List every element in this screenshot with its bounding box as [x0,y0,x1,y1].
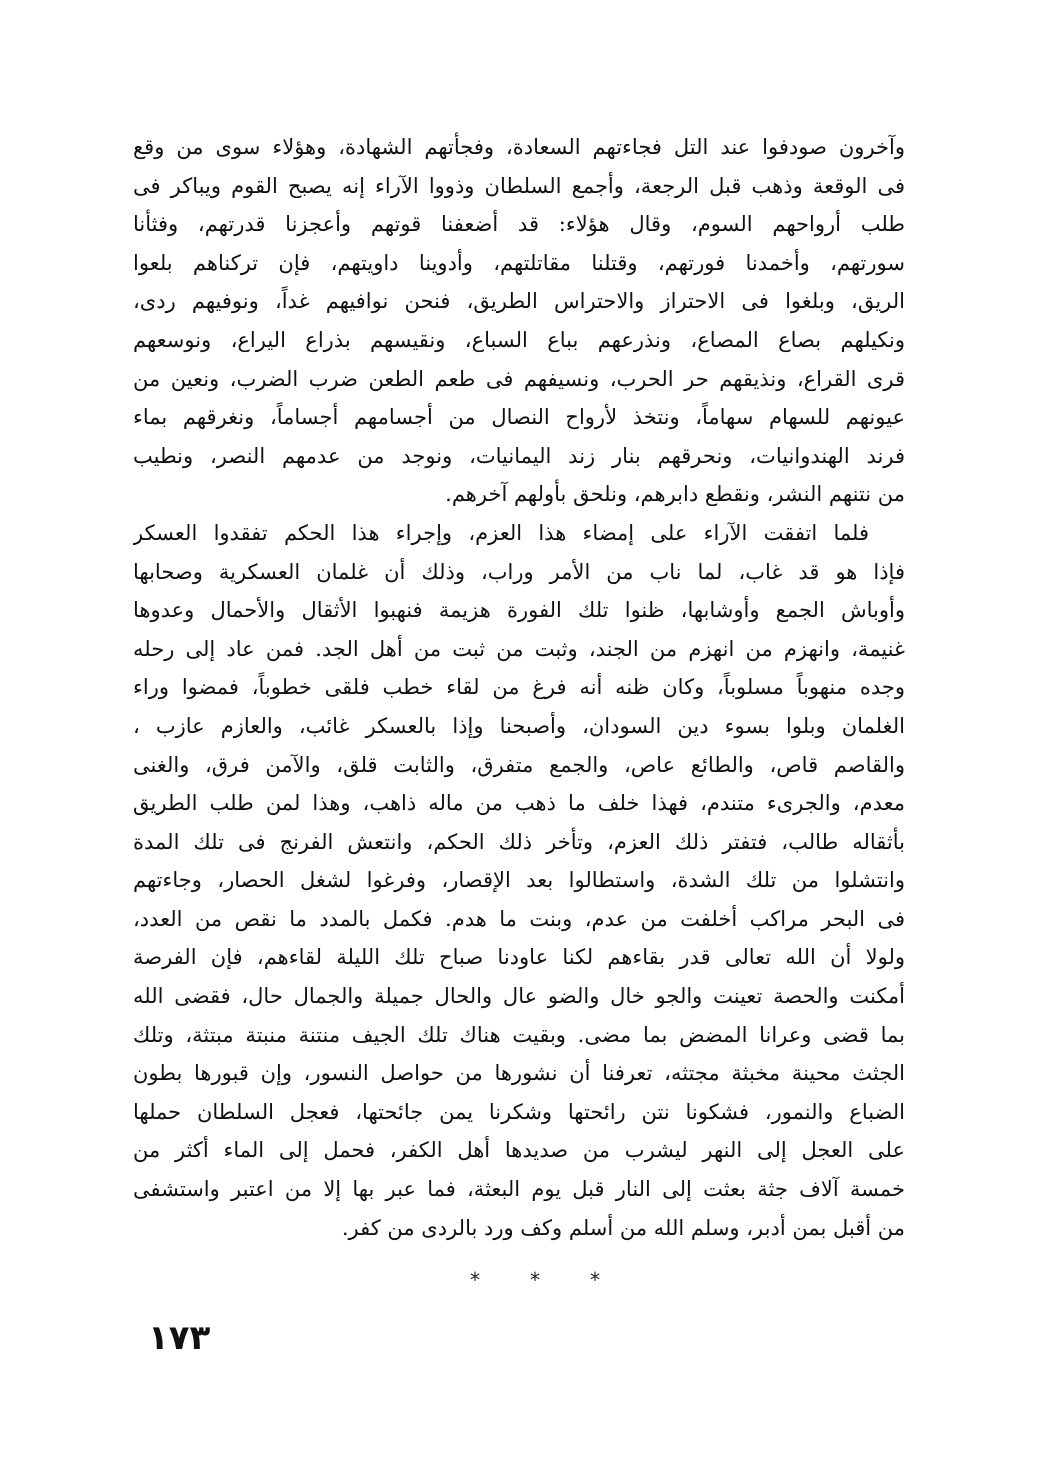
text-line: سورتهم، وأخمدنا فورتهم، وقتلنا مقاتلتهم، وأدوينا داويتهم، فإن تركناهم بلعوا [133,250,905,275]
text-line: عيونهم للسهام سهاماً، ونتخذ لأرواح النصال من أجسامهم أجساماً، ونغرقهم بماء [133,405,905,430]
text-line: ونكيلهم بصاع المصاع، ونذرعهم بباع السباع، ونقيسهم بذراع اليراع، ونوسعهم [133,327,905,352]
text-line: فى البحر مراكب أخلفت من عدم، وبنت ما هدم. فكمل بالمدد ما نقص من العدد، [133,906,905,931]
text-line: ولولا أن الله تعالى قدر بقاءهم لكنا عاودنا صباح تلك الليلة لقاءهم، فإن الفرصة [133,945,905,970]
text-line: الجثث محينة مخبثة مجتثه، تعرفنا أن نشورها من حواصل النسور، وإن قبورها بطون [133,1061,905,1086]
asterisk-icon: * [470,1268,480,1292]
text-line: قرى القراع، ونذيقهم حر الحرب، ونسيفهم فى طعم الطعن ضرب الضرب، ونعين من [133,366,905,391]
text-line: وانتشلوا من تلك الشدة، واستطالوا بعد الإقصار، وفرغوا لشغل الحصار، وجاءتهم [133,868,905,893]
paragraph-end-line: من أقبل بمن أدبر، وسلم الله من أسلم وكف ورد بالردى من كفر. [341,1215,905,1240]
asterisk-icon: * [590,1268,600,1292]
body-text [133,128,905,1247]
text-line: فرند الهندوانيات، ونحرقهم بنار زند اليمانيات، ونوجد من عدمهم النصر، ونطيب [133,443,905,468]
text-line: معدم، والجرىء متندم، فهذا خلف ما ذهب من ماله ذاهب، وهذا لمن طلب الطريق [133,791,905,816]
text-line: الضباع والنمور، فشكونا نتن رائحتها وشكرنا يمن جائحتها، فعجل السلطان حملها [133,1099,905,1124]
text-line: وجده منهوباً مسلوباً، وكان ظنه أنه فرغ من لقاء خطب فلقى خطوباً، فمضوا وراء [133,675,905,700]
text-line: فى الوقعة وذهب قبل الرجعة، وأجمع السلطان وذووا الآراء إنه يصبح القوم ويباكر فى [133,173,905,198]
text-line: الريق، وبلغوا فى الاحتراز والاحتراس الطريق، فنحن نوافيهم غداً، ونوفيهم ردى، [133,289,905,314]
section-separator [470,1268,600,1292]
text-line: خمسة آلاف جثة بعثت إلى النار قبل يوم البعثة، فما عبر بها إلا من اعتبر واستشفى [133,1177,905,1202]
text-line: بأثقاله طالب، فتفتر ذلك العزم، وتأخر ذلك الحكم، وانتعش الفرنج فى تلك المدة [133,829,905,854]
text-line: الغلمان وبلوا بسوء دين السودان، وأصبحنا وإذا بالعسكر غائب، والعازم عازب ، [133,713,905,738]
text-line: طلب أرواحهم السوم، وقال هؤلاء: قد أضعفنا قوتهم وأعجزنا قدرتهم، وفثأنا [133,212,905,237]
text-line: على العجل إلى النهر ليشرب من صديدها أهل الكفر، فحمل إلى الماء أكثر من [133,1138,905,1163]
asterisk-icon: * [530,1268,540,1292]
paragraph-end-line: من نتنهم النشر، ونقطع دابرهم، ونلحق بأولهم آخرهم. [445,482,905,507]
text-line: فإذا هو قد غاب، لما ناب من الأمر وراب، وذلك أن غلمان العسكرية وصحابها [133,559,905,584]
page-number: ١٧٣ [148,1318,211,1358]
text-line: وآخرون صودفوا عند التل فجاءتهم السعادة، وفجأتهم الشهادة، وهؤلاء سوى من وقع [133,135,905,159]
text-line: أمكنت والحصة تعينت والجو خال والضو عال والحال جميلة والجمال حال، فقضى الله [133,984,905,1009]
text-line: وأوباش الجمع وأوشابها، ظنوا تلك الفورة هزيمة فنهبوا الأثقال والأحمال وعدوها [133,598,905,623]
text-line: بما قضى وعرانا المضض بما مضى. وبقيت هناك تلك الجيف منتنة منبتة مبتثة، وتلك [133,1022,905,1047]
text-line: غنيمة، وانهزم من انهزم من الجند، وثبت من ثبت من أهل الجد. فمن عاد إلى رحله [133,636,905,661]
text-line: والقاصم قاص، والطائع عاص، والجمع متفرق، والثابت قلق، والآمن فرق، والغنى [133,752,905,777]
paragraph-start-line: فلما اتفقت الآراء على إمضاء هذا العزم، وإجراء هذا الحكم تفقدوا العسكر [133,520,869,545]
